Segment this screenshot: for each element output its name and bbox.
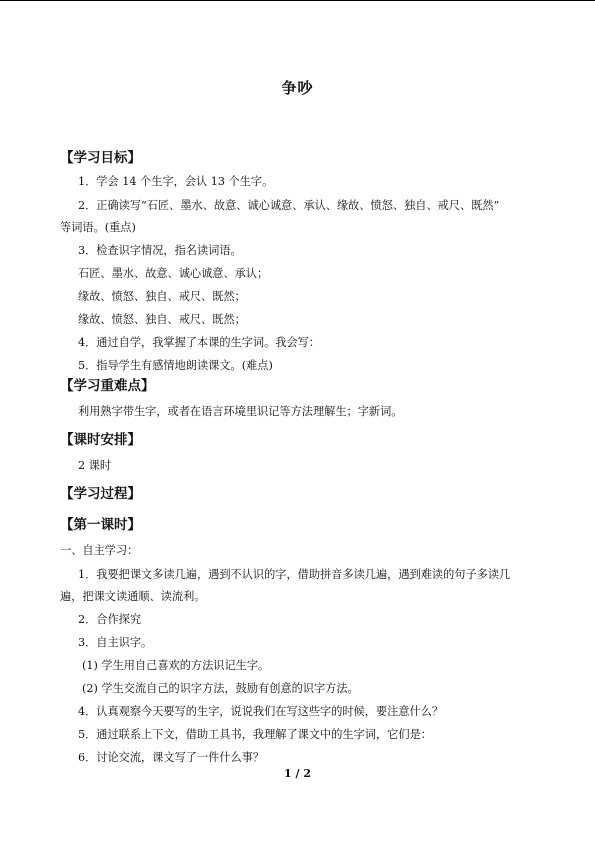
goal-line: 等词语。(重点) <box>60 221 136 234</box>
goal-line: 缘故、愤怒、独自、戒尺、既然； <box>78 290 246 303</box>
lesson-line: 遍，把课文读通顺、读流利。 <box>60 590 206 603</box>
section-heading-process: 【学习过程】 <box>60 486 141 502</box>
lesson-line: 2．合作探究 <box>78 613 142 626</box>
page-number: 1 / 2 <box>284 767 311 780</box>
document-title: 争吵 <box>281 79 314 97</box>
lesson-line: 3．自主识字。 <box>78 636 153 649</box>
lesson-line: (2) 学生交流自己的识字方法，鼓励有创意的识字方法。 <box>82 682 359 695</box>
focus-text: 利用熟字带生字，或者在语言环境里识记等方法理解生；字新词。 <box>78 405 403 418</box>
header-rule <box>0 0 595 1</box>
goal-line: 4．通过自学，我掌握了本课的生字词。我会写： <box>78 336 321 349</box>
section-heading-focus: 【学习重难点】 <box>60 378 155 394</box>
section-heading-goals: 【学习目标】 <box>60 150 141 166</box>
goal-line: 石匠、墨水、故意、诚心诚意、承认； <box>78 267 269 280</box>
lesson-line: 一、自主学习： <box>60 544 139 557</box>
goal-line: 缘故、愤怒、独自、戒尺、既然； <box>78 313 246 326</box>
goal-line: 1．学会 14 个生字，会认 13 个生字。 <box>78 175 274 188</box>
schedule-text: 2 课时 <box>78 459 112 472</box>
lesson-line: 6．讨论交流，课文写了一件什么事？ <box>78 751 265 764</box>
section-heading-lesson1: 【第一课时】 <box>60 517 141 533</box>
goal-line: 2．正确读写“石匠、墨水、故意、诚心诚意、承认、缘故、愤怒、独自、戒尺、既然” <box>78 199 500 212</box>
lesson-line: 5．通过联系上下文，借助工具书，我理解了课文中的生字词，它们是： <box>78 728 432 741</box>
lesson-line: 1．我要把课文多读几遍，遇到不认识的字，借助拼音多读几遍，遇到难读的句子多读几 <box>78 568 511 581</box>
goal-line: 3．检查识字情况，指名读词语。 <box>78 244 242 257</box>
lesson-line: (1) 学生用自己喜欢的方法识记生字。 <box>82 659 270 672</box>
goal-line: 5．指导学生有感情地朗读课文。(难点) <box>78 359 273 372</box>
lesson-line: 4．认真观察今天要写的生字，说说我们在写这些字的时候，要注意什么？ <box>78 705 444 718</box>
section-heading-schedule: 【课时安排】 <box>60 432 141 448</box>
